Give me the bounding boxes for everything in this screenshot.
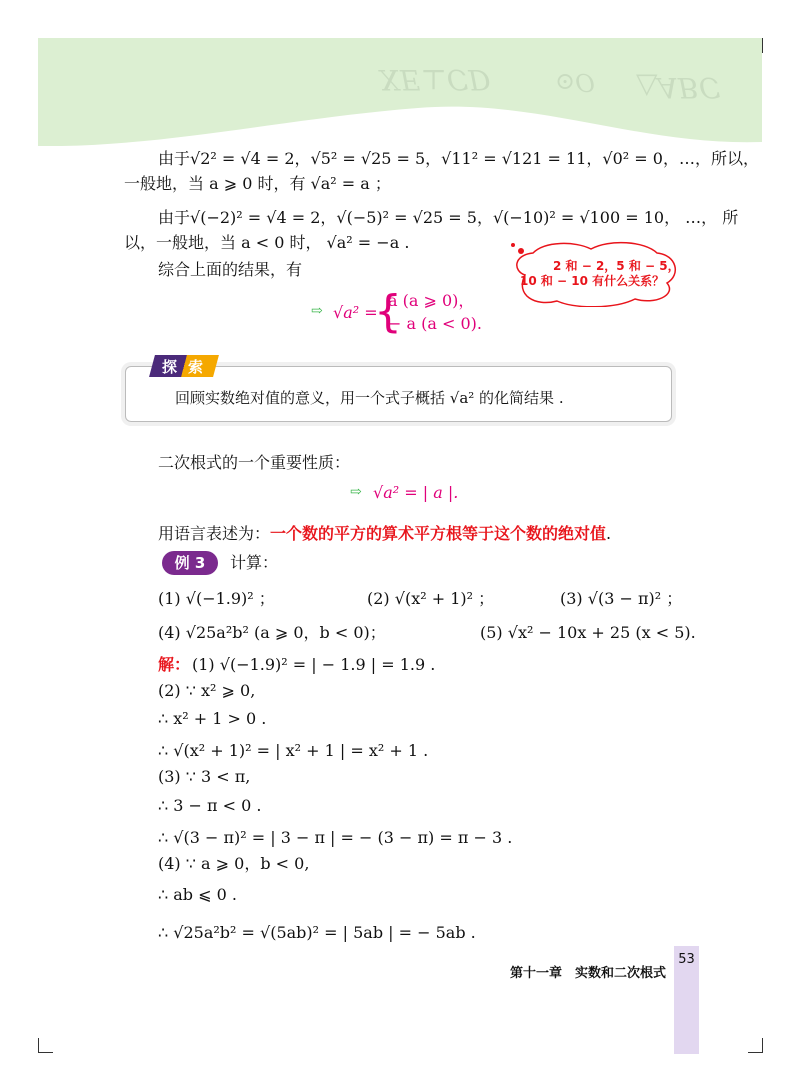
para1-line2: 一般地，当 a ⩾ 0 时，有 √a² = a ； [124, 174, 391, 193]
statement-line [158, 523, 611, 545]
solution-line-6: ∴ 3 − π < 0 . [158, 796, 262, 815]
example-item-5: (5) √x² − 10x + 25 (x < 5). [480, 623, 696, 642]
para2-line1: 由于√(−2)² = √4 = 2，√(−5)² = √25 = 5，√(−10)² = √100 = 10， …， 所 [158, 208, 739, 227]
solution-line-2: (2) ∵ x² ⩾ 0, [158, 681, 256, 700]
piecewise-lhs: √a² = [333, 303, 378, 322]
property-formula: √a² = | a |. [373, 483, 459, 502]
summary-text: 综合上面的结果，有 [158, 260, 303, 279]
footer-chapter: 第十一章 实数和二次根式 [510, 966, 667, 981]
explore-tag-bg [149, 355, 219, 377]
piecewise-case1: a (a ⩾ 0)， [388, 291, 475, 310]
header-banner [38, 38, 762, 146]
explore-text: 回顾实数绝对值的意义，用一个式子概括 √a² 的化简结果 . [175, 389, 564, 407]
solution-line-3: ∴ x² + 1 > 0 . [158, 709, 267, 728]
explore-tag-2: 索 [188, 358, 204, 376]
piecewise-brace: { [374, 286, 402, 337]
example-item-1: (1) √(−1.9)² ； [158, 589, 275, 608]
cloud-line1: 2 和 − 2，5 和 − 5， [553, 259, 680, 273]
banner-shape [38, 38, 762, 146]
page-number: 53 [678, 952, 695, 967]
solution-label: 解： [158, 655, 191, 674]
solution-line-4: ∴ √(x² + 1)² = | x² + 1 | = x² + 1 . [158, 741, 429, 760]
para2-line2: 以，一般地，当 a < 0 时， √a² = −a . [124, 233, 410, 252]
page-number-tab [674, 946, 699, 1054]
example-title: 计算： [230, 553, 279, 572]
example-item-2: (2) √(x² + 1)² ； [367, 589, 495, 608]
solution-line-8: (4) ∵ a ⩾ 0，b < 0, [158, 854, 310, 873]
diamond-bullet-icon: ⇨ [350, 484, 362, 500]
para1-line1: 由于√2² = √4 = 2，√5² = √25 = 5，√11² = √121 = 11，√0² = 0，…，所以， [158, 149, 759, 168]
statement-suffix: . [606, 524, 612, 543]
banner-letters-2: ⊙O [555, 68, 595, 96]
example-item-3: (3) √(3 − π)² ； [560, 589, 683, 608]
crop-mark-bottom-left [38, 1038, 53, 1053]
banner-letters-1: XE⊥CD [380, 63, 491, 96]
example-item-4: (4) √25a²b² (a ⩾ 0，b < 0)； [158, 623, 386, 642]
statement-highlight: 一个数的平方的算术平方根等于这个数的绝对值 [270, 524, 607, 543]
property-intro: 二次根式的一个重要性质： [158, 453, 351, 472]
crop-mark-bottom-right [748, 1038, 763, 1053]
banner-letters-3: △ABC [636, 71, 721, 104]
cloud-line2: 10 和 − 10 有什么关系？ [520, 274, 665, 288]
example-label: 例 3 [162, 551, 218, 575]
solution-line-7: ∴ √(3 − π)² = | 3 − π | = − (3 − π) = π − 3 . [158, 828, 513, 847]
solution-line-5: (3) ∵ 3 < π, [158, 767, 251, 786]
diamond-bullet-icon: ⇨ [311, 303, 323, 319]
explore-tag [152, 355, 216, 377]
explore-tag-1: 探 [162, 358, 178, 376]
statement-prefix: 用语言表述为： [158, 524, 271, 543]
solution-line-10: ∴ √25a²b² = √(5ab)² = | 5ab | = − 5ab . [158, 923, 476, 942]
solution-line-9: ∴ ab ⩽ 0 . [158, 885, 237, 904]
piecewise-case2: − a (a < 0). [388, 314, 482, 333]
solution-line-1: (1) √(−1.9)² = | − 1.9 | = 1.9 . [192, 655, 436, 674]
